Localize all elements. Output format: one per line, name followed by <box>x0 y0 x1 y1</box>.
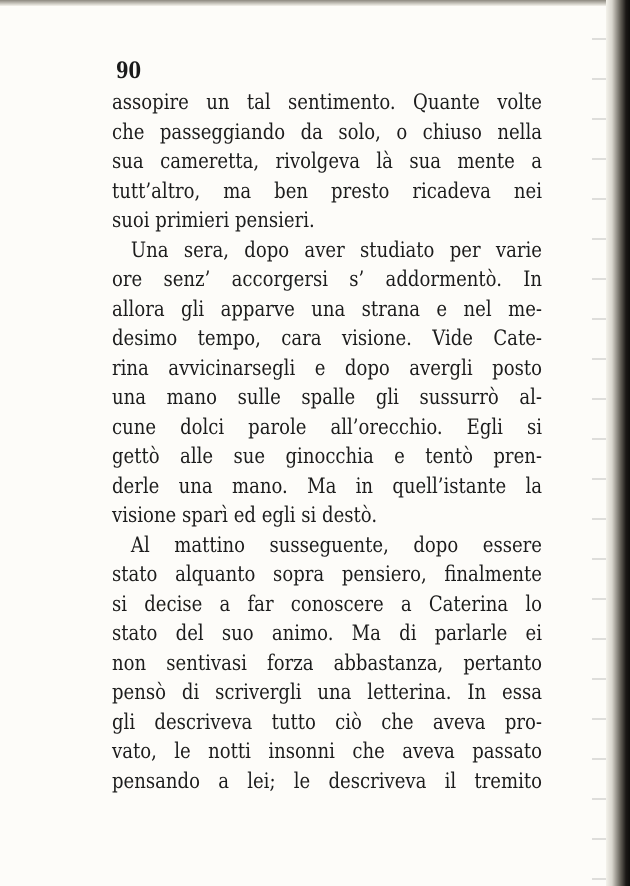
text-line: cune dolci parole all’orecchio. Egli si <box>112 414 542 439</box>
text-line: visione sparì ed egli si destò. <box>112 503 378 527</box>
text-line: suoi primieri pensieri. <box>112 208 315 232</box>
text-line: gli descriveva tutto ciò che aveva pro- <box>112 709 542 734</box>
text-line: gettò alle sue ginocchia e tentò pren- <box>112 444 542 468</box>
text-line: sua cameretta, rivolgeva là sua mente a <box>112 149 542 173</box>
text-line: Al mattino susseguente, dopo essere <box>130 532 543 557</box>
book-binding-edge <box>606 0 630 886</box>
page-top-edge <box>0 0 630 6</box>
text-line: che passeggiando da solo, o chiuso nella <box>112 119 542 144</box>
text-line: non sentivasi forza abbastanza, pertanto <box>112 650 542 675</box>
text-line: vato, le notti insonni che aveva passato <box>112 739 542 763</box>
page-number: 90 <box>116 58 142 84</box>
body-text <box>112 88 542 796</box>
text-line: assopire un tal sentimento. Quante volte <box>112 90 542 114</box>
text-line: rina avvicinarsegli e dopo avergli posto <box>112 355 542 380</box>
text-line: si decise a far conoscere a Caterina lo <box>112 591 542 616</box>
text-line: Una sera, dopo aver studiato per varie <box>130 237 543 262</box>
binding-shadow <box>592 0 606 886</box>
text-line: pensando a lei; le descriveva il tremito <box>112 768 542 793</box>
text-line: stato alquanto sopra pensiero, finalmente <box>112 562 542 586</box>
text-line: desimo tempo, cara visione. Vide Cate- <box>112 326 542 350</box>
text-line: tutt’altro, ma ben presto ricadeva nei <box>112 178 542 203</box>
text-line: stato del suo animo. Ma di parlarle ei <box>112 621 542 645</box>
text-line: pensò di scrivergli una letterina. In essa <box>112 680 542 704</box>
text-line: ore senz’ accorgersi s’ addormentò. In <box>112 267 542 291</box>
text-line: una mano sulle spalle gli sussurrò al- <box>112 385 542 409</box>
text-line: allora gli apparve una strana e nel me- <box>112 296 542 321</box>
text-line: derle una mano. Ma in quell’istante la <box>112 473 542 498</box>
